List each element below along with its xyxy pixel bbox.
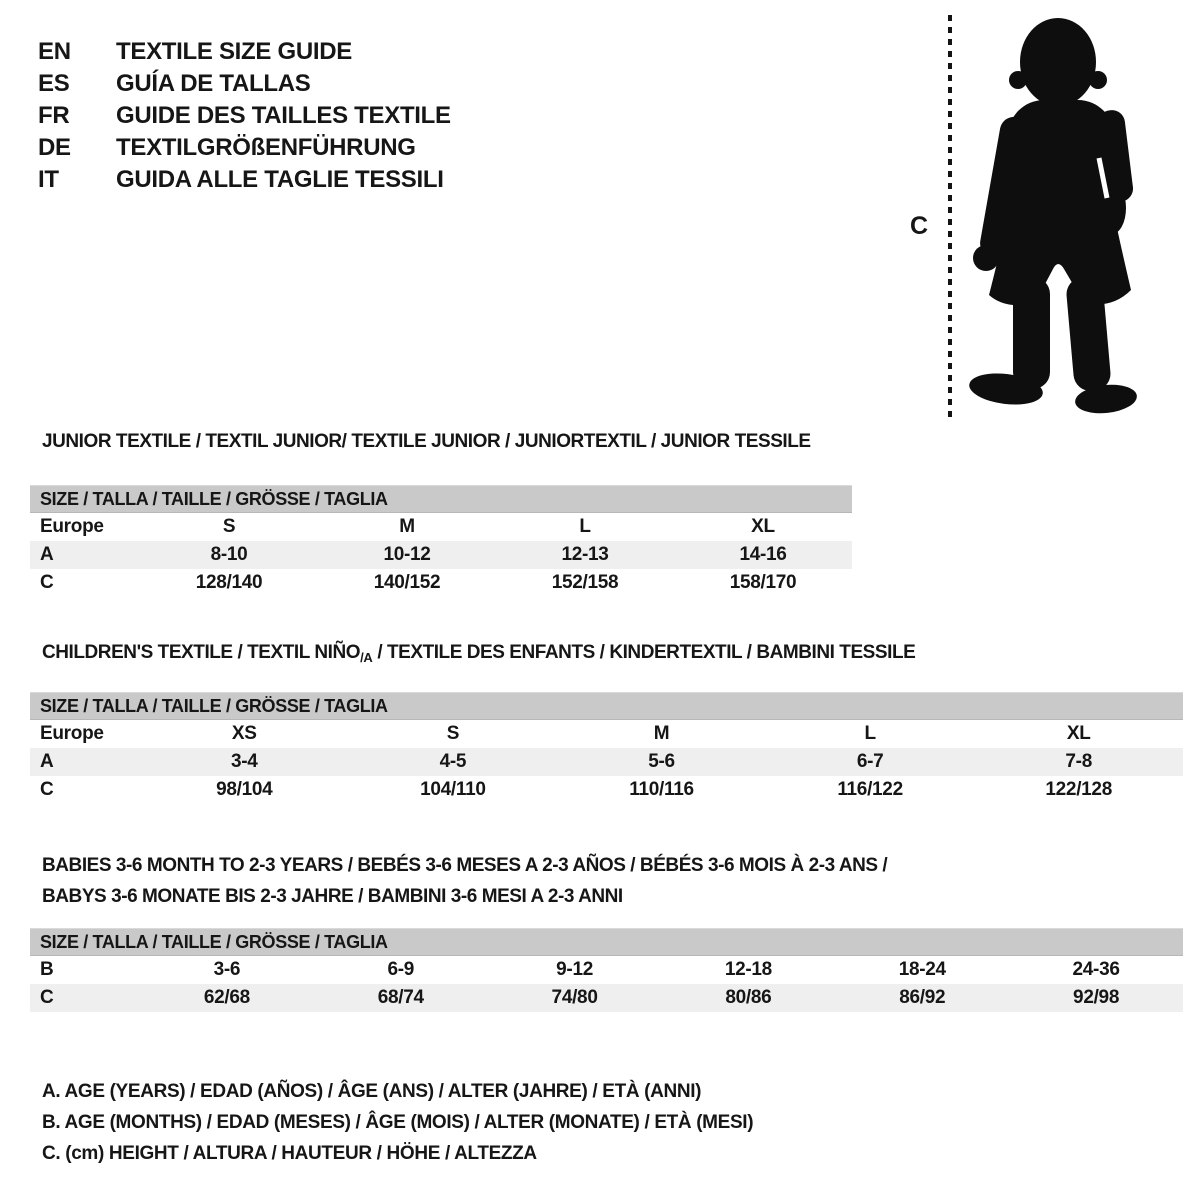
section-title: CHILDREN'S TEXTILE / TEXTIL $NIÑO_{/A}$ / TEXTILE DES ENFANTS / KINDERTEXTIL / BAMBINI TESSILE <box>42 642 916 665</box>
table-cell: 18-24 <box>898 959 946 980</box>
table-row <box>30 748 1183 776</box>
row-label: Europe <box>40 516 104 537</box>
size-table <box>30 720 1183 804</box>
table-cell: 5-6 <box>648 751 675 772</box>
table-cell: 122/128 <box>1045 779 1112 800</box>
table-cell: 68/74 <box>377 987 424 1008</box>
table-cell: 24-36 <box>1072 959 1120 980</box>
section-title-line1: BABIES 3-6 MONTH TO 2-3 YEARS / BEBÉS 3-6 MESES A 2-3 AÑOS / BÉBÉS 3-6 MOIS À 2-3 ANS / <box>42 855 888 876</box>
size-header-bar: SIZE / TALLA / TAILLE / GRÖSSE / TAGLIA <box>30 692 1183 720</box>
language-code: EN <box>38 38 71 65</box>
table-cell: 9-12 <box>556 959 593 980</box>
table-cell: 3-6 <box>213 959 241 980</box>
language-row <box>38 132 451 164</box>
section-junior-textile <box>30 431 852 593</box>
table-cell: 3-4 <box>231 751 258 772</box>
table-cell: 6-9 <box>387 959 415 980</box>
language-title-list <box>38 36 451 196</box>
table-cell: 110/116 <box>629 779 694 800</box>
table-cell: 116/122 <box>837 779 903 800</box>
table-cell: L <box>579 516 591 537</box>
section-title-line2: BABYS 3-6 MONATE BIS 2-3 JAHRE / BAMBINI 3-6 MESI A 2-3 ANNI <box>42 886 623 907</box>
section-babies-textile <box>30 850 1183 1008</box>
footnote-line: B. AGE (MONTHS) / EDAD (MESES) / ÂGE (MOIS) / ALTER (MONATE) / ETÀ (MESI) <box>42 1112 754 1133</box>
row-label: Europe <box>40 723 104 744</box>
table-cell: S <box>222 516 236 537</box>
table-cell: S <box>446 723 460 744</box>
table-cell: L <box>864 723 876 744</box>
table-cell: 152/158 <box>551 572 619 593</box>
table-cell: 12-18 <box>724 959 772 980</box>
table-cell: 10-12 <box>383 544 431 565</box>
table-row <box>30 956 1183 984</box>
table-cell: 6-7 <box>856 751 884 772</box>
table-row <box>30 984 1183 1012</box>
guide-title: TEXTILE SIZE GUIDE <box>116 38 352 65</box>
table-cell: 128/140 <box>195 572 263 593</box>
guide-title: GUIDA ALLE TAGLIE TESSILI <box>116 166 444 193</box>
size-table <box>30 513 852 597</box>
table-row <box>30 541 852 569</box>
row-label: C <box>40 987 54 1008</box>
table-row <box>30 720 1183 748</box>
height-measure-label: C <box>910 212 929 240</box>
guide-title: GUÍA DE TALLAS <box>116 70 311 97</box>
table-row <box>30 513 852 541</box>
row-label: C <box>40 779 54 800</box>
table-row <box>30 776 1183 804</box>
language-code: DE <box>38 134 71 161</box>
table-cell: 86/92 <box>899 987 946 1008</box>
language-row <box>38 68 451 100</box>
table-cell: 140/152 <box>373 572 441 593</box>
table-cell: 104/110 <box>420 779 486 800</box>
title-subscript: /A <box>360 650 373 665</box>
row-label: A <box>40 751 54 772</box>
table-cell: 8-10 <box>210 544 248 565</box>
size-table <box>30 956 1183 1012</box>
table-cell: 74/80 <box>551 987 598 1008</box>
table-cell: XL <box>751 516 775 537</box>
table-cell: 14-16 <box>739 544 787 565</box>
footnote-line: A. AGE (YEARS) / EDAD (AÑOS) / ÂGE (ANS) / ALTER (JAHRE) / ETÀ (ANNI) <box>42 1081 702 1102</box>
guide-title: GUIDE DES TAILLES TEXTILE <box>116 102 451 129</box>
table-cell: XL <box>1066 723 1091 744</box>
table-cell: 80/86 <box>725 987 772 1008</box>
legend-footnotes <box>42 1076 753 1169</box>
toddler-silhouette-image <box>960 12 1138 417</box>
language-code: ES <box>38 70 70 97</box>
height-measure-dashed-line <box>948 15 952 417</box>
language-code: FR <box>38 102 70 129</box>
language-code: IT <box>38 166 59 193</box>
guide-title: TEXTILGRÖßENFÜHRUNG <box>116 134 416 161</box>
row-label: B <box>40 959 54 980</box>
table-cell: 98/104 <box>216 779 273 800</box>
size-header-bar: SIZE / TALLA / TAILLE / GRÖSSE / TAGLIA <box>30 928 1183 956</box>
size-header-bar: SIZE / TALLA / TAILLE / GRÖSSE / TAGLIA <box>30 485 852 513</box>
language-row <box>38 36 451 68</box>
section-title <box>30 850 1183 912</box>
table-cell: 7-8 <box>1065 751 1092 772</box>
table-cell: 92/98 <box>1073 987 1120 1008</box>
table-row <box>30 569 852 597</box>
section-title: JUNIOR TEXTILE / TEXTIL JUNIOR/ TEXTILE JUNIOR / JUNIORTEXTIL / JUNIOR TESSILE <box>42 431 811 452</box>
language-row <box>38 164 451 196</box>
table-cell: 12-13 <box>561 544 609 565</box>
section-childrens-textile <box>30 642 1183 800</box>
row-label: A <box>40 544 54 565</box>
table-cell: 4-5 <box>439 751 467 772</box>
table-cell: 158/170 <box>729 572 797 593</box>
footnote-line: C. (cm) HEIGHT / ALTURA / HAUTEUR / HÖHE / ALTEZZA <box>42 1143 537 1164</box>
table-cell: 62/68 <box>203 987 250 1008</box>
table-cell: M <box>653 723 670 744</box>
language-row <box>38 100 451 132</box>
table-cell: M <box>399 516 415 537</box>
row-label: C <box>40 572 54 593</box>
table-cell: XS <box>231 723 257 744</box>
